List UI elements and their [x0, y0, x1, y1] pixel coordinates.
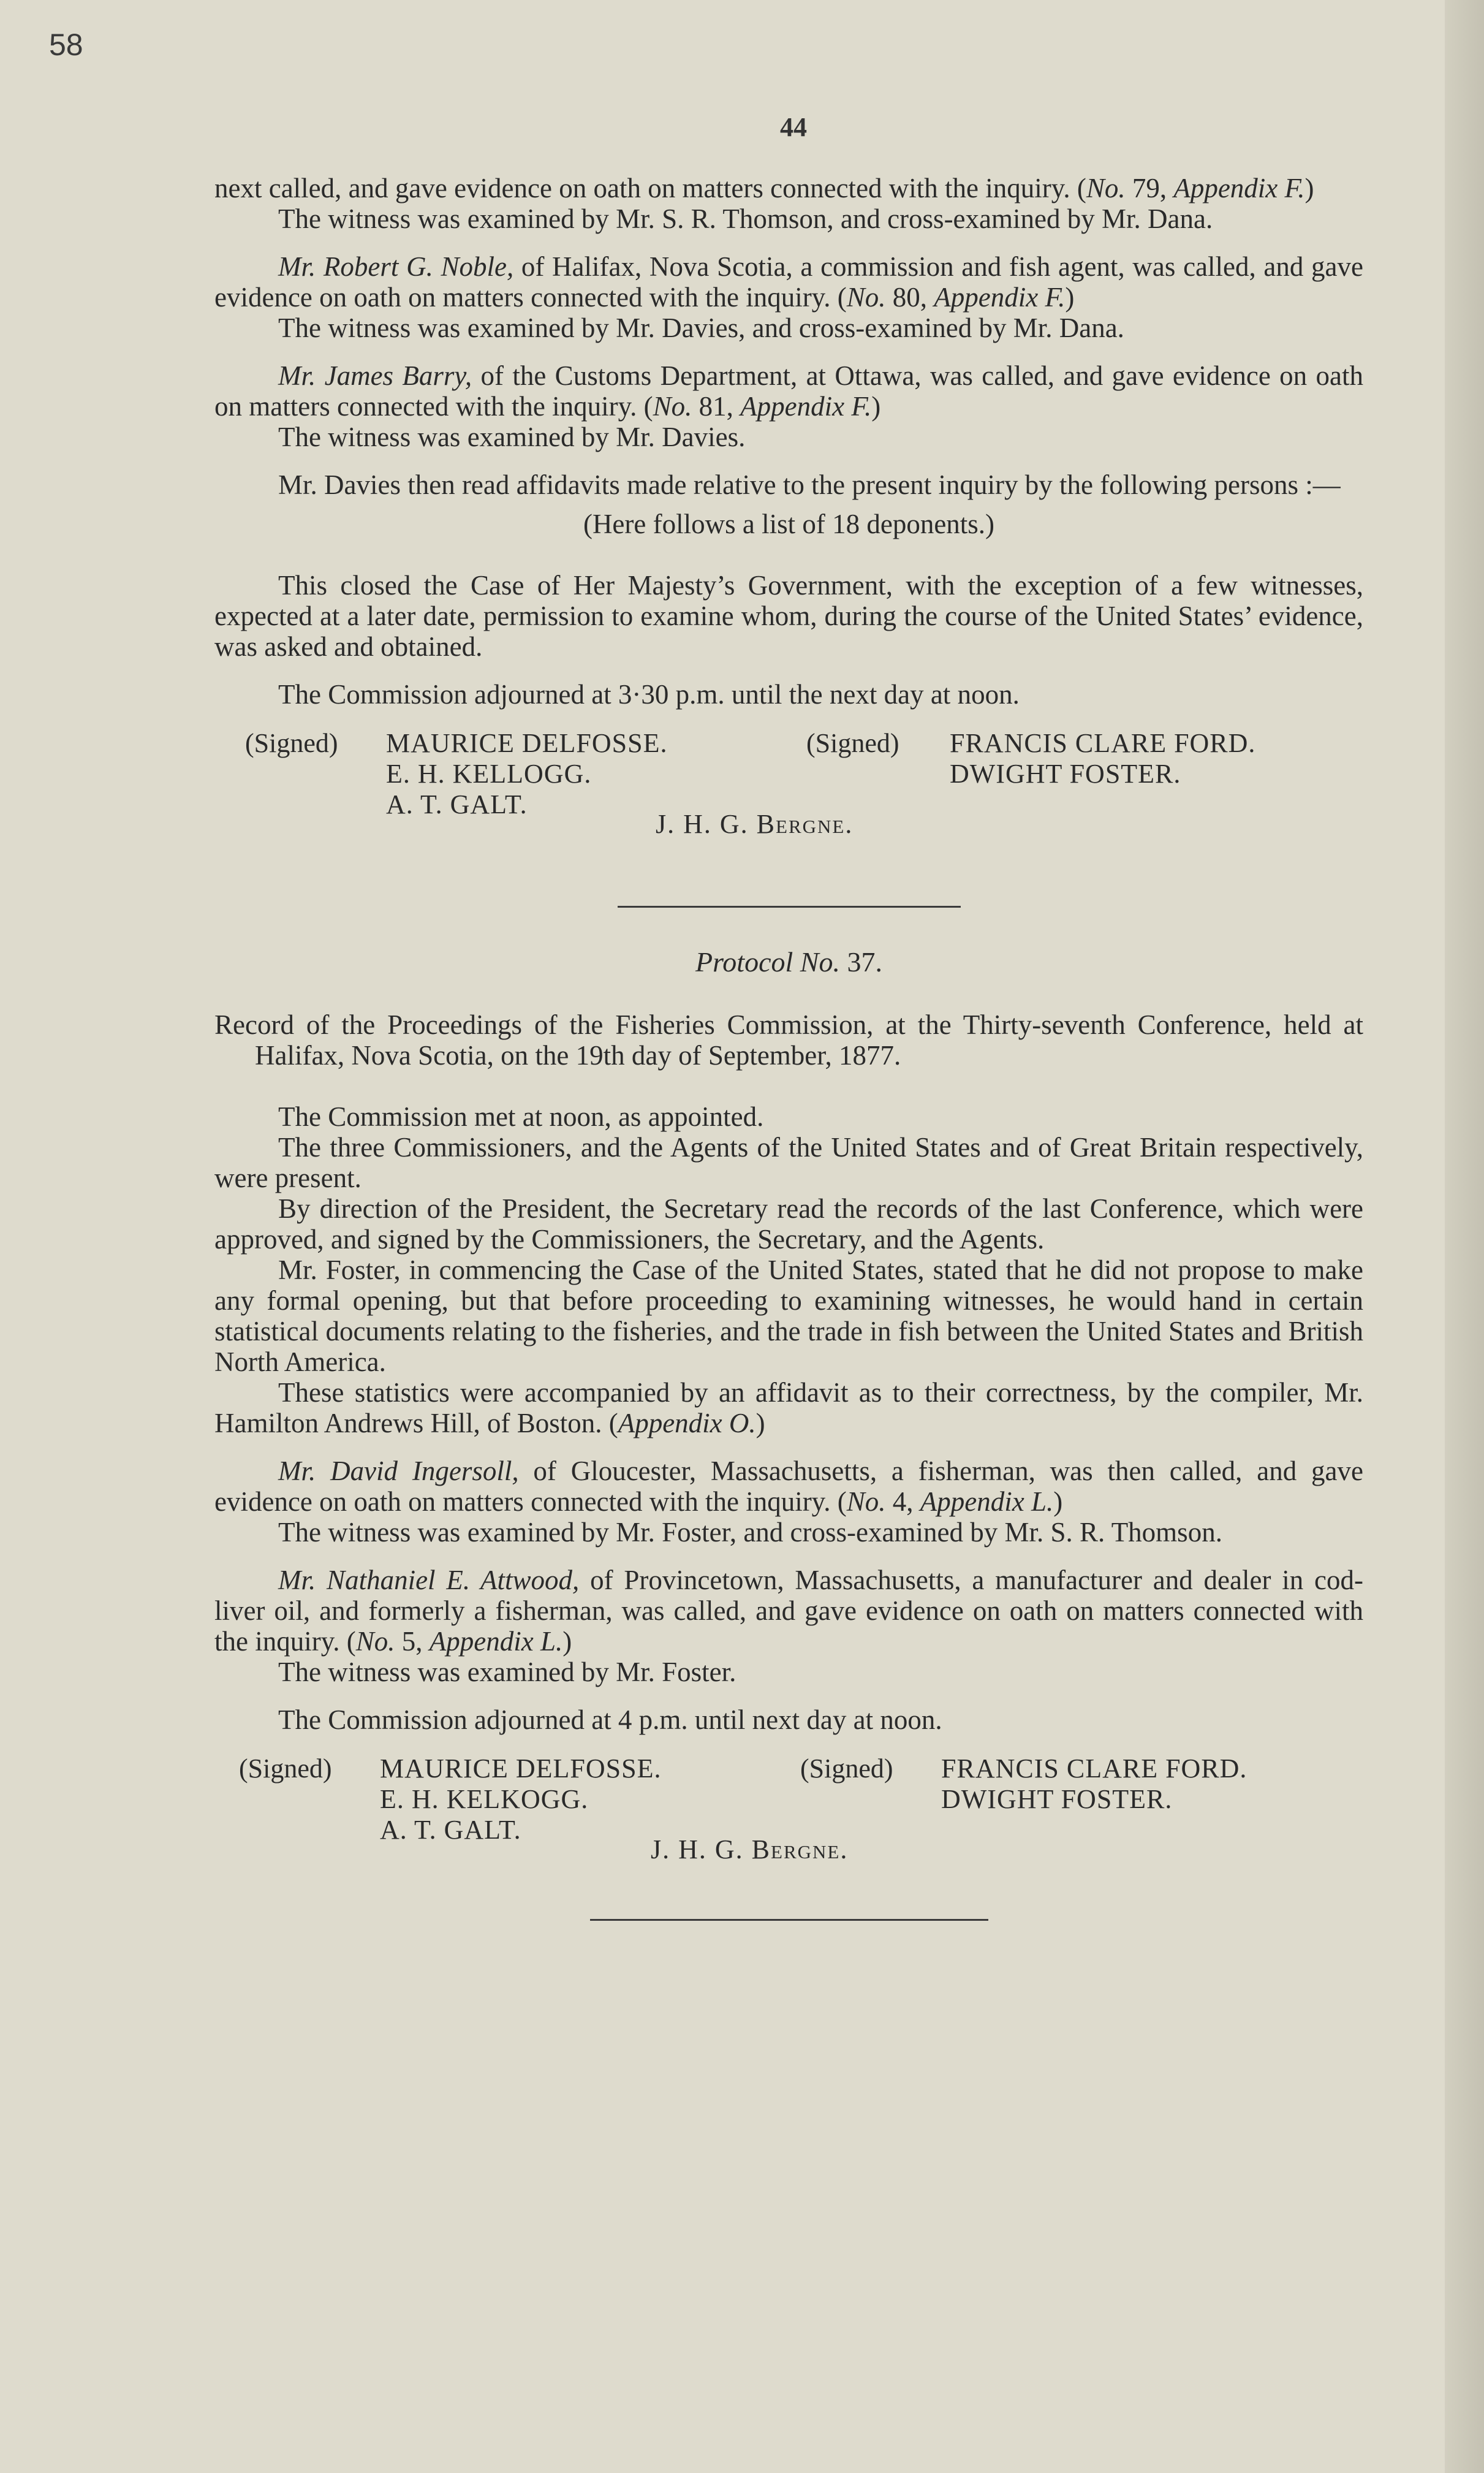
paragraph: The witness was examined by Mr. Davies. [278, 422, 746, 452]
paragraph: The three Commissioners, and the Agents of the United States and of Great Britain respectively, were present. [214, 1132, 1363, 1193]
secretary-signature: J. H. G. Bergne. [651, 1834, 849, 1864]
section-divider [590, 1919, 988, 1921]
paragraph: Mr. Foster, in commencing the Case of the United States, stated that he did not propose to make any formal opening, but that before proceeding to examining witnesses, he would hand in certain statistical documents relating to the fisheries, and the trade in fish between the United States and British North America. [214, 1255, 1363, 1377]
paragraph: The witness was examined by Mr. Davies, and cross-examined by Mr. Dana. [278, 313, 1124, 343]
paragraph: The witness was examined by Mr. S. R. Thomson, and cross-examined by Mr. Dana. [278, 203, 1213, 234]
page-body [214, 173, 1363, 1921]
signatory: DWIGHT FOSTER. [941, 1784, 1173, 1814]
paragraph: The Commission met at noon, as appointed. [278, 1101, 764, 1132]
paragraph: next called, and gave evidence on oath on matters connected with the inquiry. (No. 79, Appendix F.) [214, 173, 1314, 203]
paragraph: The Commission adjourned at 4 p.m. until next day at noon. [278, 1704, 942, 1735]
signatory: FRANCIS CLARE FORD. [950, 728, 1256, 758]
page-number: 44 [780, 112, 807, 142]
signatory: A. T. GALT. [386, 789, 528, 819]
paragraph: The Commission adjourned at 3·30 p.m. until the next day at noon. [278, 679, 1020, 710]
signatory: FRANCIS CLARE FORD. [941, 1753, 1247, 1784]
paragraph: The witness was examined by Mr. Foster, and cross-examined by Mr. S. R. Thomson. [278, 1517, 1222, 1548]
signatory: MAURICE DELFOSSE. [380, 1753, 662, 1784]
record-heading: Record of the Proceedings of the Fisheries Commission, at the Thirty-seventh Conference, held at Halifax, Nova Scotia, on the 19th day of September, 1877. [214, 1009, 1363, 1071]
protocol-title: Protocol No. 37. [695, 946, 882, 978]
signed-label: (Signed) [800, 1753, 893, 1784]
signatory: DWIGHT FOSTER. [950, 759, 1181, 789]
section-divider [618, 906, 961, 908]
signatory: MAURICE DELFOSSE. [386, 728, 668, 758]
signatory: E. H. KELKOGG. [380, 1784, 589, 1814]
folio-number: 58 [49, 28, 83, 62]
signature-block [214, 1753, 1363, 1864]
page-edge [1445, 0, 1484, 2473]
paragraph: Mr. Davies then read affidavits made relative to the present inquiry by the following persons :— [278, 469, 1341, 500]
paragraph: (Here follows a list of 18 deponents.) [583, 509, 995, 539]
signatory: A. T. GALT. [380, 1815, 521, 1845]
signed-label: (Signed) [245, 728, 338, 758]
paragraph: Mr. Nathaniel E. Attwood, of Provincetown, Massachusetts, a manufacturer and dealer in cod-liver oil, and formerly a fisherman, was called, and gave evidence on oath on matters connected with the inquiry. (No. 5, Appendix L.) [214, 1565, 1363, 1657]
signature-block [214, 728, 1363, 838]
signed-label: (Signed) [806, 728, 899, 758]
paragraph: This closed the Case of Her Majesty’s Government, with the exception of a few witnesses, expected at a later date, permission to examine whom, during the course of the United States’ evidence, was asked and obtained. [214, 570, 1363, 662]
paragraph: Mr. Robert G. Noble, of Halifax, Nova Scotia, a commission and fish agent, was called, and gave evidence on oath on matters connected with the inquiry. (No. 80, Appendix F.) [214, 251, 1363, 313]
paragraph: Mr. David Ingersoll, of Gloucester, Massachusetts, a fisherman, was then called, and gave evidence on oath on matters connected with the inquiry. (No. 4, Appendix L.) [214, 1456, 1363, 1517]
secretary-signature: J. H. G. Bergne. [656, 809, 854, 839]
paragraph: Mr. James Barry, of the Customs Department, at Ottawa, was called, and gave evidence on oath on matters connected with the inquiry. (No. 81, Appendix F.) [214, 360, 1363, 422]
paragraph: The witness was examined by Mr. Foster. [278, 1657, 736, 1687]
paragraph: By direction of the President, the Secretary read the records of the last Conference, which were approved, and signed by the Commissioners, the Secretary, and the Agents. [214, 1193, 1363, 1255]
paragraph: These statistics were accompanied by an affidavit as to their correctness, by the compiler, Mr. Hamilton Andrews Hill, of Boston. (Appendix O.) [214, 1377, 1363, 1438]
signed-label: (Signed) [239, 1753, 332, 1784]
signatory: E. H. KELLOGG. [386, 759, 592, 789]
